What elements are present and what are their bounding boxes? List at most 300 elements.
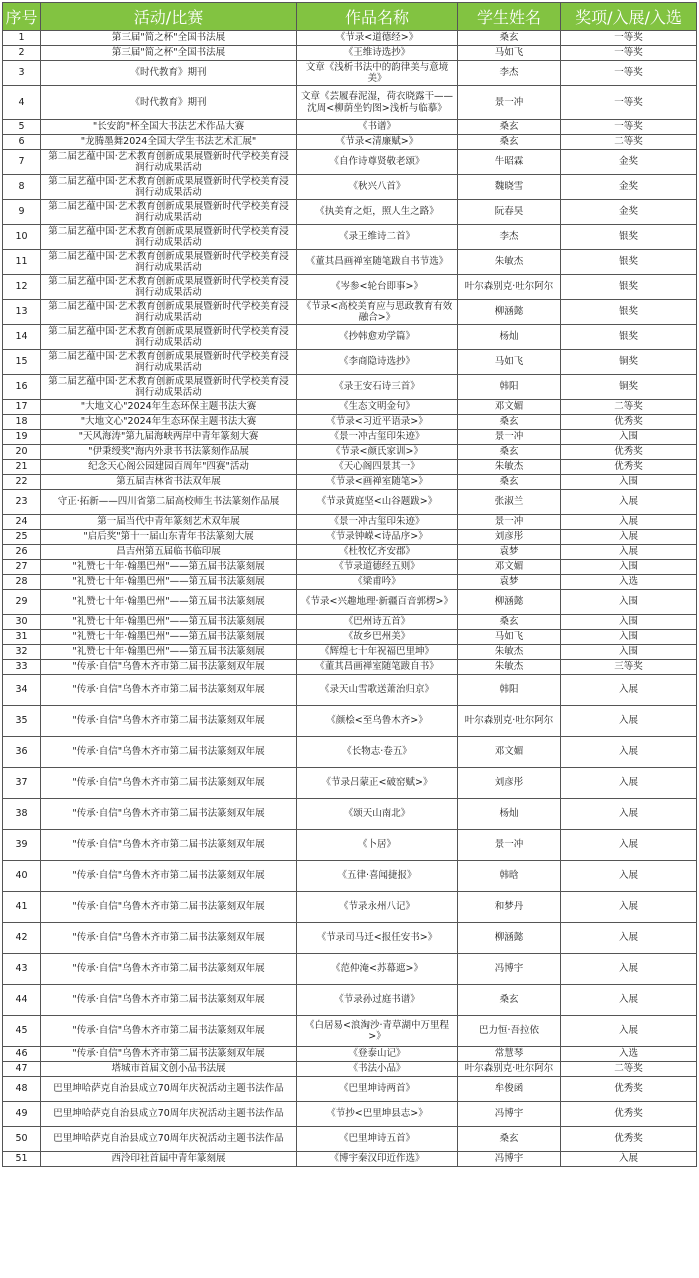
serial-number-cell: 20: [3, 445, 41, 460]
serial-number-cell: 3: [3, 61, 41, 86]
table-row: [3, 1016, 697, 1047]
work-title-cell: 《节录道德经五则》: [297, 560, 458, 575]
award-cell: 入展: [561, 515, 697, 530]
student-name-cell: 柳涵懿: [458, 300, 561, 325]
serial-number-cell: 11: [3, 250, 41, 275]
activity-cell: "大地文心"2024年生态环保主题书法大赛: [41, 415, 297, 430]
award-cell: 入展: [561, 675, 697, 706]
table-row: [3, 985, 697, 1016]
table-row: [3, 325, 697, 350]
award-cell: 入展: [561, 861, 697, 892]
serial-number-cell: 43: [3, 954, 41, 985]
serial-number-cell: 50: [3, 1127, 41, 1152]
activity-cell: "礼赞七十年·翰墨巴州"——第五届书法篆刻展: [41, 630, 297, 645]
work-title-cell: 《白居易<浪淘沙·青草湖中万里程>》: [297, 1016, 458, 1047]
student-name-cell: 杨灿: [458, 325, 561, 350]
serial-number-cell: 14: [3, 325, 41, 350]
work-title-cell: 《书谱》: [297, 120, 458, 135]
table-row: [3, 1077, 697, 1102]
student-name-cell: 桑玄: [458, 120, 561, 135]
work-title-cell: 《节录<画禅室随笔>》: [297, 475, 458, 490]
table-row: [3, 120, 697, 135]
work-title-cell: 《执美育之炬，照人生之路》: [297, 200, 458, 225]
student-name-cell: 景一冲: [458, 86, 561, 120]
student-name-cell: 桑玄: [458, 475, 561, 490]
student-name-cell: 桑玄: [458, 31, 561, 46]
work-title-cell: 《节录司马迁<报任安书>》: [297, 923, 458, 954]
activity-cell: "传承·自信"乌鲁木齐市第二届书法篆刻双年展: [41, 799, 297, 830]
award-cell: 入围: [561, 560, 697, 575]
serial-number-cell: 22: [3, 475, 41, 490]
table-row: [3, 46, 697, 61]
award-cell: 三等奖: [561, 660, 697, 675]
award-cell: 一等奖: [561, 31, 697, 46]
work-title-cell: 《李商隐诗选抄》: [297, 350, 458, 375]
award-cell: 入围: [561, 430, 697, 445]
award-cell: 优秀奖: [561, 415, 697, 430]
student-name-cell: 韩阳: [458, 375, 561, 400]
table-row: [3, 768, 697, 799]
table-row: [3, 275, 697, 300]
activity-cell: 昌吉州第五届临书临印展: [41, 545, 297, 560]
student-name-cell: 冯博宇: [458, 1102, 561, 1127]
table-row: [3, 923, 697, 954]
activity-cell: "传承·自信"乌鲁木齐市第二届书法篆刻双年展: [41, 1016, 297, 1047]
table-row: [3, 400, 697, 415]
work-title-cell: 《节录<习近平语录>》: [297, 415, 458, 430]
table-row: [3, 830, 697, 861]
work-title-cell: 《王维诗选抄》: [297, 46, 458, 61]
work-title-cell: 《范仲淹<苏幕遮>》: [297, 954, 458, 985]
table-row: [3, 799, 697, 830]
table-row: [3, 430, 697, 445]
student-name-cell: 叶尔森别克·吐尔阿尔: [458, 706, 561, 737]
activity-cell: 纪念天心阁公园建园百周年"四赛"活动: [41, 460, 297, 475]
student-name-cell: 桑玄: [458, 985, 561, 1016]
serial-number-cell: 33: [3, 660, 41, 675]
serial-number-cell: 25: [3, 530, 41, 545]
student-name-cell: 柳涵懿: [458, 590, 561, 615]
header-work-title: 作品名称: [297, 3, 458, 31]
award-cell: 入展: [561, 799, 697, 830]
work-title-cell: 《录王维诗二首》: [297, 225, 458, 250]
student-name-cell: 柳涵懿: [458, 923, 561, 954]
header-serial-number: 序号: [3, 3, 41, 31]
table-row: [3, 954, 697, 985]
work-title-cell: 文章《浅析书法中的韵律美与意境美》: [297, 61, 458, 86]
activity-cell: 第一届当代中青年篆刻艺术双年展: [41, 515, 297, 530]
activity-cell: "天风海涛"第九届海峡两岸中青年篆刻大赛: [41, 430, 297, 445]
work-title-cell: 《博宇秦汉印近作选》: [297, 1152, 458, 1167]
serial-number-cell: 40: [3, 861, 41, 892]
table-row: [3, 225, 697, 250]
student-name-cell: 韩晗: [458, 861, 561, 892]
activity-cell: 巴里坤哈萨克自治县成立70周年庆祝活动主题书法作品: [41, 1102, 297, 1127]
table-row: [3, 86, 697, 120]
header-student-name: 学生姓名: [458, 3, 561, 31]
header-activity-competition: 活动/比赛: [41, 3, 297, 31]
work-title-cell: 《岑参<轮台即事>》: [297, 275, 458, 300]
serial-number-cell: 42: [3, 923, 41, 954]
table-row: [3, 675, 697, 706]
serial-number-cell: 31: [3, 630, 41, 645]
work-title-cell: 《节录<兴趣地理·新疆百音郭楞>》: [297, 590, 458, 615]
award-cell: 入展: [561, 985, 697, 1016]
serial-number-cell: 12: [3, 275, 41, 300]
table-row: [3, 861, 697, 892]
table-row: [3, 645, 697, 660]
table-body: [3, 31, 697, 1167]
activity-cell: "龙腾墨舞2024全国大学生书法艺术汇展": [41, 135, 297, 150]
activity-cell: 第二届艺蕴中国·艺术教育创新成果展暨新时代学校美育浸润行动成果活动: [41, 250, 297, 275]
activity-cell: "传承·自信"乌鲁木齐市第二届书法篆刻双年展: [41, 660, 297, 675]
serial-number-cell: 46: [3, 1047, 41, 1062]
student-name-cell: 李杰: [458, 225, 561, 250]
award-cell: 银奖: [561, 300, 697, 325]
work-title-cell: 《节录<道德经>》: [297, 31, 458, 46]
table-row: [3, 175, 697, 200]
award-cell: 一等奖: [561, 120, 697, 135]
activity-cell: 第二届艺蕴中国·艺术教育创新成果展暨新时代学校美育浸润行动成果活动: [41, 300, 297, 325]
award-cell: 入围: [561, 590, 697, 615]
serial-number-cell: 9: [3, 200, 41, 225]
work-title-cell: 《天心阁四景其一》: [297, 460, 458, 475]
activity-cell: "礼赞七十年·翰墨巴州"——第五届书法篆刻展: [41, 590, 297, 615]
table-row: [3, 375, 697, 400]
serial-number-cell: 27: [3, 560, 41, 575]
serial-number-cell: 51: [3, 1152, 41, 1167]
table-row: [3, 892, 697, 923]
activity-cell: "启后奖"第十一届山东青年书法篆刻大展: [41, 530, 297, 545]
work-title-cell: 《景一冲古玺印朱迹》: [297, 430, 458, 445]
work-title-cell: 《巴里坤诗两首》: [297, 1077, 458, 1102]
work-title-cell: 《录天山雪歌送萧治归京》: [297, 675, 458, 706]
activity-cell: 巴里坤哈萨克自治县成立70周年庆祝活动主题书法作品: [41, 1127, 297, 1152]
activity-cell: 第三届"简之杯"全国书法展: [41, 46, 297, 61]
serial-number-cell: 26: [3, 545, 41, 560]
student-name-cell: 冯博宇: [458, 954, 561, 985]
activity-cell: "传承·自信"乌鲁木齐市第二届书法篆刻双年展: [41, 675, 297, 706]
award-cell: 入围: [561, 630, 697, 645]
award-cell: 入围: [561, 475, 697, 490]
serial-number-cell: 41: [3, 892, 41, 923]
student-name-cell: 韩阳: [458, 675, 561, 706]
student-name-cell: 牛昭霖: [458, 150, 561, 175]
table-row: [3, 706, 697, 737]
table-row: [3, 445, 697, 460]
work-title-cell: 《秋兴八首》: [297, 175, 458, 200]
serial-number-cell: 4: [3, 86, 41, 120]
work-title-cell: 《颂天山南北》: [297, 799, 458, 830]
student-name-cell: 魏晓雪: [458, 175, 561, 200]
serial-number-cell: 17: [3, 400, 41, 415]
activity-cell: 第二届艺蕴中国·艺术教育创新成果展暨新时代学校美育浸润行动成果活动: [41, 325, 297, 350]
work-title-cell: 《故乡巴州美》: [297, 630, 458, 645]
serial-number-cell: 18: [3, 415, 41, 430]
activity-cell: 第二届艺蕴中国·艺术教育创新成果展暨新时代学校美育浸润行动成果活动: [41, 350, 297, 375]
award-cell: 入展: [561, 545, 697, 560]
student-name-cell: 朱敏杰: [458, 460, 561, 475]
student-name-cell: 邓文媚: [458, 560, 561, 575]
work-title-cell: 《辉煌七十年祝福巴里坤》: [297, 645, 458, 660]
serial-number-cell: 6: [3, 135, 41, 150]
activity-cell: 第三届"简之杯"全国书法展: [41, 31, 297, 46]
activity-cell: 第二届艺蕴中国·艺术教育创新成果展暨新时代学校美育浸润行动成果活动: [41, 150, 297, 175]
work-title-cell: 《杜牧忆齐安郡》: [297, 545, 458, 560]
activity-cell: 第二届艺蕴中国·艺术教育创新成果展暨新时代学校美育浸润行动成果活动: [41, 200, 297, 225]
activity-cell: "礼赞七十年·翰墨巴州"——第五届书法篆刻展: [41, 575, 297, 590]
student-name-cell: 杨灿: [458, 799, 561, 830]
table-row: [3, 460, 697, 475]
award-cell: 铜奖: [561, 375, 697, 400]
serial-number-cell: 2: [3, 46, 41, 61]
award-cell: 一等奖: [561, 86, 697, 120]
award-cell: 入展: [561, 490, 697, 515]
award-cell: 二等奖: [561, 135, 697, 150]
table-row: [3, 475, 697, 490]
work-title-cell: 《节录<高校美育应与思政教育有效融合>》: [297, 300, 458, 325]
table-row: [3, 490, 697, 515]
activity-cell: 巴里坤哈萨克自治县成立70周年庆祝活动主题书法作品: [41, 1077, 297, 1102]
table-row: [3, 630, 697, 645]
work-title-cell: 《节录吕蒙正<破窑赋>》: [297, 768, 458, 799]
table-row: [3, 575, 697, 590]
award-cell: 入围: [561, 615, 697, 630]
serial-number-cell: 34: [3, 675, 41, 706]
activity-cell: "伊秉绶奖"海内外隶书书法篆刻作品展: [41, 445, 297, 460]
serial-number-cell: 7: [3, 150, 41, 175]
table-row: [3, 1102, 697, 1127]
serial-number-cell: 36: [3, 737, 41, 768]
student-name-cell: 常慧琴: [458, 1047, 561, 1062]
student-name-cell: 景一冲: [458, 515, 561, 530]
work-title-cell: 《节抄<巴里坤县志>》: [297, 1102, 458, 1127]
activity-cell: 《时代教育》期刊: [41, 61, 297, 86]
student-name-cell: 桑玄: [458, 415, 561, 430]
serial-number-cell: 15: [3, 350, 41, 375]
work-title-cell: 文章《芸履春泥湿，荷衣晓露干——沈周<柳荫坐钓图>浅析与临摹》: [297, 86, 458, 120]
activity-cell: 第五届吉林省书法双年展: [41, 475, 297, 490]
student-name-cell: 桑玄: [458, 445, 561, 460]
award-cell: 二等奖: [561, 1062, 697, 1077]
work-title-cell: 《长物志·卷五》: [297, 737, 458, 768]
student-name-cell: 牟俊函: [458, 1077, 561, 1102]
student-name-cell: 景一冲: [458, 430, 561, 445]
work-title-cell: 《节录<颜氏家训>》: [297, 445, 458, 460]
award-cell: 金奖: [561, 150, 697, 175]
serial-number-cell: 1: [3, 31, 41, 46]
student-name-cell: 桑玄: [458, 135, 561, 150]
activity-cell: "长安韵"杯全国大书法艺术作品大赛: [41, 120, 297, 135]
activity-cell: 西泠印社首届中青年篆刻展: [41, 1152, 297, 1167]
student-name-cell: 冯博宇: [458, 1152, 561, 1167]
award-cell: 优秀奖: [561, 1127, 697, 1152]
student-name-cell: 阮春昊: [458, 200, 561, 225]
award-cell: 入展: [561, 892, 697, 923]
table-row: [3, 615, 697, 630]
serial-number-cell: 29: [3, 590, 41, 615]
award-cell: 入展: [561, 706, 697, 737]
award-cell: 入选: [561, 1047, 697, 1062]
activity-cell: "传承·自信"乌鲁木齐市第二届书法篆刻双年展: [41, 737, 297, 768]
table-row: [3, 1152, 697, 1167]
activity-cell: 塔城市首届文创小品书法展: [41, 1062, 297, 1077]
table-row: [3, 545, 697, 560]
work-title-cell: 《节录<清廉赋>》: [297, 135, 458, 150]
activity-cell: "礼赞七十年·翰墨巴州"——第五届书法篆刻展: [41, 560, 297, 575]
serial-number-cell: 19: [3, 430, 41, 445]
work-title-cell: 《节录钟嵘<诗品序>》: [297, 530, 458, 545]
student-name-cell: 桑玄: [458, 615, 561, 630]
serial-number-cell: 8: [3, 175, 41, 200]
table-row: [3, 1127, 697, 1152]
award-cell: 优秀奖: [561, 445, 697, 460]
student-name-cell: 邓文媚: [458, 400, 561, 415]
work-title-cell: 《董其昌画禅室随笔跋自书》: [297, 660, 458, 675]
award-cell: 一等奖: [561, 61, 697, 86]
work-title-cell: 《董其昌画禅室随笔跋自书节选》: [297, 250, 458, 275]
table-row: [3, 660, 697, 675]
table-row: [3, 560, 697, 575]
serial-number-cell: 44: [3, 985, 41, 1016]
table-row: [3, 350, 697, 375]
student-name-cell: 刘彦彤: [458, 530, 561, 545]
table-row: [3, 61, 697, 86]
award-cell: 入选: [561, 575, 697, 590]
award-cell: 入展: [561, 1152, 697, 1167]
student-name-cell: 袁梦: [458, 545, 561, 560]
activity-cell: "传承·自信"乌鲁木齐市第二届书法篆刻双年展: [41, 892, 297, 923]
table-row: [3, 515, 697, 530]
serial-number-cell: 5: [3, 120, 41, 135]
award-cell: 银奖: [561, 225, 697, 250]
serial-number-cell: 13: [3, 300, 41, 325]
student-name-cell: 马如飞: [458, 350, 561, 375]
award-cell: 银奖: [561, 325, 697, 350]
student-name-cell: 李杰: [458, 61, 561, 86]
activity-cell: "礼赞七十年·翰墨巴州"——第五届书法篆刻展: [41, 615, 297, 630]
activity-cell: "传承·自信"乌鲁木齐市第二届书法篆刻双年展: [41, 1047, 297, 1062]
work-title-cell: 《景一冲古玺印朱迹》: [297, 515, 458, 530]
activity-cell: "传承·自信"乌鲁木齐市第二届书法篆刻双年展: [41, 768, 297, 799]
activity-cell: 第二届艺蕴中国·艺术教育创新成果展暨新时代学校美育浸润行动成果活动: [41, 275, 297, 300]
activity-cell: "大地文心"2024年生态环保主题书法大赛: [41, 400, 297, 415]
work-title-cell: 《巴里坤诗五首》: [297, 1127, 458, 1152]
work-title-cell: 《自作诗尊贤敬老颂》: [297, 150, 458, 175]
serial-number-cell: 45: [3, 1016, 41, 1047]
serial-number-cell: 48: [3, 1077, 41, 1102]
student-name-cell: 刘彦彤: [458, 768, 561, 799]
award-cell: 银奖: [561, 275, 697, 300]
award-cell: 优秀奖: [561, 1077, 697, 1102]
award-cell: 铜奖: [561, 350, 697, 375]
award-cell: 入展: [561, 1016, 697, 1047]
student-name-cell: 叶尔森别克·吐尔阿尔: [458, 1062, 561, 1077]
award-cell: 优秀奖: [561, 460, 697, 475]
award-cell: 入展: [561, 768, 697, 799]
award-cell: 入展: [561, 530, 697, 545]
activity-cell: "传承·自信"乌鲁木齐市第二届书法篆刻双年展: [41, 830, 297, 861]
activity-cell: "传承·自信"乌鲁木齐市第二届书法篆刻双年展: [41, 923, 297, 954]
work-title-cell: 《登泰山记》: [297, 1047, 458, 1062]
award-cell: 二等奖: [561, 400, 697, 415]
student-name-cell: 巴力恒·吾拉依: [458, 1016, 561, 1047]
work-title-cell: 《节录永州八记》: [297, 892, 458, 923]
student-name-cell: 张淑兰: [458, 490, 561, 515]
serial-number-cell: 35: [3, 706, 41, 737]
serial-number-cell: 30: [3, 615, 41, 630]
serial-number-cell: 32: [3, 645, 41, 660]
activity-cell: "传承·自信"乌鲁木齐市第二届书法篆刻双年展: [41, 954, 297, 985]
award-cell: 入展: [561, 830, 697, 861]
work-title-cell: 《抄韩愈劝学篇》: [297, 325, 458, 350]
work-title-cell: 《颜桧<至乌鲁木齐>》: [297, 706, 458, 737]
awards-table: [2, 2, 697, 1167]
serial-number-cell: 23: [3, 490, 41, 515]
serial-number-cell: 21: [3, 460, 41, 475]
header-award-result: 奖项/入展/入选: [561, 3, 697, 31]
serial-number-cell: 39: [3, 830, 41, 861]
serial-number-cell: 37: [3, 768, 41, 799]
award-cell: 金奖: [561, 200, 697, 225]
table-row: [3, 200, 697, 225]
table-row: [3, 1062, 697, 1077]
table-row: [3, 590, 697, 615]
student-name-cell: 朱敏杰: [458, 250, 561, 275]
activity-cell: "传承·自信"乌鲁木齐市第二届书法篆刻双年展: [41, 706, 297, 737]
serial-number-cell: 49: [3, 1102, 41, 1127]
serial-number-cell: 28: [3, 575, 41, 590]
serial-number-cell: 38: [3, 799, 41, 830]
serial-number-cell: 10: [3, 225, 41, 250]
serial-number-cell: 24: [3, 515, 41, 530]
award-cell: 金奖: [561, 175, 697, 200]
table-row: [3, 31, 697, 46]
work-title-cell: 《生态文明金句》: [297, 400, 458, 415]
work-title-cell: 《节录孙过庭书谱》: [297, 985, 458, 1016]
student-name-cell: 邓文媚: [458, 737, 561, 768]
table-row: [3, 1047, 697, 1062]
activity-cell: "传承·自信"乌鲁木齐市第二届书法篆刻双年展: [41, 985, 297, 1016]
work-title-cell: 《录王安石诗三首》: [297, 375, 458, 400]
table-row: [3, 135, 697, 150]
award-cell: 入展: [561, 923, 697, 954]
award-cell: 优秀奖: [561, 1102, 697, 1127]
table-row: [3, 530, 697, 545]
table-row: [3, 300, 697, 325]
student-name-cell: 和梦丹: [458, 892, 561, 923]
activity-cell: 第二届艺蕴中国·艺术教育创新成果展暨新时代学校美育浸润行动成果活动: [41, 375, 297, 400]
student-name-cell: 景一冲: [458, 830, 561, 861]
activity-cell: 第二届艺蕴中国·艺术教育创新成果展暨新时代学校美育浸润行动成果活动: [41, 225, 297, 250]
serial-number-cell: 16: [3, 375, 41, 400]
activity-cell: 第二届艺蕴中国·艺术教育创新成果展暨新时代学校美育浸润行动成果活动: [41, 175, 297, 200]
header-row: [3, 3, 697, 31]
activity-cell: "传承·自信"乌鲁木齐市第二届书法篆刻双年展: [41, 861, 297, 892]
work-title-cell: 《梁甫吟》: [297, 575, 458, 590]
award-cell: 入展: [561, 954, 697, 985]
student-name-cell: 朱敏杰: [458, 645, 561, 660]
work-title-cell: 《巴州诗五首》: [297, 615, 458, 630]
work-title-cell: 《五律·喜闻捷报》: [297, 861, 458, 892]
work-title-cell: 《卜居》: [297, 830, 458, 861]
work-title-cell: 《书法小品》: [297, 1062, 458, 1077]
award-cell: 银奖: [561, 250, 697, 275]
award-cell: 入展: [561, 737, 697, 768]
work-title-cell: 《节录黄庭坚<山谷题跋>》: [297, 490, 458, 515]
award-cell: 一等奖: [561, 46, 697, 61]
serial-number-cell: 47: [3, 1062, 41, 1077]
